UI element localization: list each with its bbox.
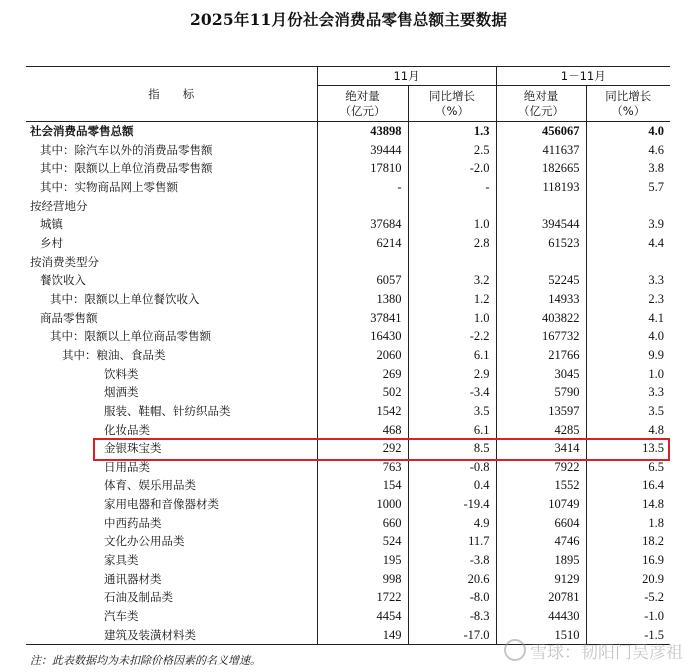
watermark-text: 雪球：韧阳门吴彦祖 [530,643,683,663]
table-row [26,383,670,402]
row-label: 体育、娱乐用品类 [104,478,196,493]
ytd-yoy-value: 4.8 [586,421,670,440]
nov-yoy-value: -8.0 [408,588,496,607]
row-label: 文化办公用品类 [104,534,185,549]
page-title: 2025年11月份社会消费品零售总额主要数据 [189,10,508,29]
ytd-yoy-value: 13.5 [586,439,670,458]
nov-yoy-value: -19.4 [408,495,496,514]
nov-abs-value: - [317,178,408,197]
row-label: 服装、鞋帽、针纺织品类 [104,403,231,418]
table-body [26,122,670,645]
indicator-header: 指 标 [26,67,317,122]
nov-abs-value: 763 [317,458,408,477]
nov-abs-value: 1000 [317,495,408,514]
table-row [26,514,670,533]
nov-yoy-value: 2.8 [408,234,496,253]
nov-abs-value: 292 [317,439,408,458]
row-label: 饮料类 [104,366,139,381]
ytd-yoy-value: 20.9 [586,570,670,589]
ytd-yoy-value: 1.0 [586,365,670,384]
row-label: 乡村 [40,235,63,250]
ytd-yoy-value [586,253,670,272]
row-label: 建筑及装潢材料类 [26,626,317,645]
nov-abs-value: 524 [317,532,408,551]
nov-abs-value: 16430 [317,327,408,346]
table-row [26,402,670,421]
table-row [26,532,670,551]
nov-yoy-value: 0.4 [408,476,496,495]
table-row [26,253,670,272]
ytd-abs-value: 1510 [496,626,586,645]
table-row [26,197,670,216]
ytd-abs-value [496,253,586,272]
retail-sales-table [26,66,670,645]
nov-yoy-value: 6.1 [408,421,496,440]
yoy-growth-header [408,86,496,122]
yoy-growth-header [586,86,670,122]
ytd-abs-value: 10749 [496,495,586,514]
ytd-yoy-value [586,197,670,216]
ytd-abs-value: 3414 [496,439,586,458]
row-label: 通讯器材类 [104,571,162,586]
row-label: 化妆品类 [104,422,150,437]
ytd-yoy-value: -1.0 [586,607,670,626]
row-label: 社会消费品零售总额 [30,124,134,138]
ytd-abs-value: 9129 [496,570,586,589]
nov-abs-value: 6057 [317,271,408,290]
table-row [26,495,670,514]
ytd-abs-value: 4746 [496,532,586,551]
nov-yoy-value: -3.4 [408,383,496,402]
nov-yoy-value: -3.8 [408,551,496,570]
table-row [26,365,670,384]
table-row [26,271,670,290]
ytd-yoy-value: 4.4 [586,234,670,253]
table-row [26,439,670,458]
ytd-yoy-value: 3.3 [586,271,670,290]
nov-abs-value: 660 [317,514,408,533]
row-label: 其中：限额以上单位商品零售额 [50,329,211,344]
ytd-yoy-value: 3.9 [586,215,670,234]
footnote: 注：此表数据均为未扣除价格因素的名义增速。 [30,654,261,667]
ytd-abs-value: 394544 [496,215,586,234]
ytd-abs-value: 5790 [496,383,586,402]
ytd-yoy-value: 6.5 [586,458,670,477]
table-row [26,290,670,309]
ytd-abs-value: 1895 [496,551,586,570]
table-row [26,588,670,607]
nov-abs-value: 1722 [317,588,408,607]
table-row [26,570,670,589]
watermark [504,638,683,663]
ytd-abs-value: 21766 [496,346,586,365]
ytd-abs-value: 411637 [496,141,586,160]
nov-yoy-value: 1.0 [408,309,496,328]
nov-yoy-value: 20.6 [408,570,496,589]
row-label: 中西药品类 [104,515,162,530]
row-label: 商品零售额 [40,310,98,325]
nov-abs-value: 43898 [317,122,408,141]
nov-abs-value: 1380 [317,290,408,309]
row-label: 汽车类 [104,609,139,624]
table-row [26,327,670,346]
row-label: 烟酒类 [104,385,139,400]
nov-yoy-value: -0.8 [408,458,496,477]
table-row [26,346,670,365]
nov-abs-value: 998 [317,570,408,589]
nov-yoy-value: -2.2 [408,327,496,346]
nov-abs-value [317,253,408,272]
row-label: 其中：粮油、食品类 [62,347,166,362]
xueqiu-logo-icon [504,639,526,661]
nov-abs-value [317,197,408,216]
row-label: 金银珠宝类 [104,441,162,456]
table-row [26,458,670,477]
ytd-yoy-value: 14.8 [586,495,670,514]
nov-yoy-value: 1.0 [408,215,496,234]
nov-abs-value: 6214 [317,234,408,253]
row-label: 日用品类 [104,459,150,474]
ytd-abs-value: 7922 [496,458,586,477]
abs-value-label: 绝对量 （亿元） [339,88,386,118]
nov-yoy-value: 4.9 [408,514,496,533]
nov-abs-value: 37841 [317,309,408,328]
yoy-growth-label: 同比增长 （%） [605,88,652,118]
nov-yoy-value [408,197,496,216]
nov-abs-value: 154 [317,476,408,495]
nov-yoy-value: 1.2 [408,290,496,309]
nov-yoy-value: 3.5 [408,402,496,421]
row-label: 家用电器和音像器材类 [104,497,219,512]
table-row [26,421,670,440]
ytd-yoy-value: -5.2 [586,588,670,607]
row-label: 石油及制品类 [104,590,173,605]
nov-yoy-value: 2.5 [408,141,496,160]
nov-yoy-value: - [408,178,496,197]
ytd-yoy-value: 3.8 [586,159,670,178]
nov-abs-value: 269 [317,365,408,384]
row-label: 按经营地分 [30,198,88,213]
table-row [26,551,670,570]
ytd-abs-value: 44430 [496,607,586,626]
table-row [26,178,670,197]
table-row [26,141,670,160]
ytd-abs-value [496,197,586,216]
ytd-abs-value: 52245 [496,271,586,290]
period-november-header: 11月 [317,67,496,86]
period-jan-nov-header: 1－11月 [496,67,670,86]
nov-yoy-value: 3.2 [408,271,496,290]
row-label: 其中：限额以上单位餐饮收入 [50,291,200,306]
nov-yoy-value: 6.1 [408,346,496,365]
nov-yoy-value: 11.7 [408,532,496,551]
nov-yoy-value: 8.5 [408,439,496,458]
nov-abs-value: 37684 [317,215,408,234]
row-label: 其中：实物商品网上零售额 [40,179,178,194]
nov-abs-value: 4454 [317,607,408,626]
table-row [26,159,670,178]
nov-abs-value: 195 [317,551,408,570]
table-row [26,234,670,253]
ytd-yoy-value: -1.5 [586,626,670,645]
row-label: 其中：限额以上单位消费品零售额 [40,161,213,176]
table-row [26,476,670,495]
ytd-abs-value: 403822 [496,309,586,328]
row-label: 家具类 [104,553,139,568]
ytd-abs-value: 118193 [496,178,586,197]
ytd-abs-value: 14933 [496,290,586,309]
ytd-abs-value: 13597 [496,402,586,421]
ytd-yoy-value: 1.8 [586,514,670,533]
yoy-growth-label: 同比增长 （%） [429,88,475,118]
ytd-yoy-value: 2.3 [586,290,670,309]
ytd-yoy-value: 18.2 [586,532,670,551]
abs-value-label: 绝对量 （亿元） [518,88,565,118]
row-label: 按消费类型分 [30,254,99,269]
ytd-abs-value: 61523 [496,234,586,253]
ytd-yoy-value: 3.3 [586,383,670,402]
abs-value-header [317,86,408,122]
ytd-yoy-value: 4.1 [586,309,670,328]
row-label: 餐饮收入 [40,273,86,288]
row-label: 城镇 [40,217,63,232]
nov-abs-value: 17810 [317,159,408,178]
ytd-yoy-value: 9.9 [586,346,670,365]
nov-yoy-value: -8.3 [408,607,496,626]
ytd-abs-value: 1552 [496,476,586,495]
row-label: 其中：除汽车以外的消费品零售额 [40,142,213,157]
nov-abs-value: 1542 [317,402,408,421]
ytd-yoy-value: 4.0 [586,122,670,141]
ytd-abs-value: 167732 [496,327,586,346]
ytd-yoy-value: 16.4 [586,476,670,495]
ytd-abs-value: 6604 [496,514,586,533]
ytd-yoy-value: 4.0 [586,327,670,346]
table-row [26,122,670,141]
ytd-abs-value: 456067 [496,122,586,141]
ytd-yoy-value: 3.5 [586,402,670,421]
table-row [26,215,670,234]
nov-yoy-value: -2.0 [408,159,496,178]
nov-yoy-value: -17.0 [408,626,496,645]
ytd-yoy-value: 4.6 [586,141,670,160]
nov-yoy-value: 1.3 [408,122,496,141]
abs-value-header [496,86,586,122]
table-row [26,309,670,328]
nov-yoy-value: 2.9 [408,365,496,384]
ytd-abs-value: 182665 [496,159,586,178]
ytd-abs-value: 20781 [496,588,586,607]
nov-abs-value: 468 [317,421,408,440]
nov-abs-value: 149 [317,626,408,645]
nov-abs-value: 502 [317,383,408,402]
table-row [26,607,670,626]
ytd-abs-value: 4285 [496,421,586,440]
ytd-yoy-value: 16.9 [586,551,670,570]
ytd-yoy-value: 5.7 [586,178,670,197]
nov-abs-value: 2060 [317,346,408,365]
nov-yoy-value [408,253,496,272]
nov-abs-value: 39444 [317,141,408,160]
ytd-abs-value: 3045 [496,365,586,384]
